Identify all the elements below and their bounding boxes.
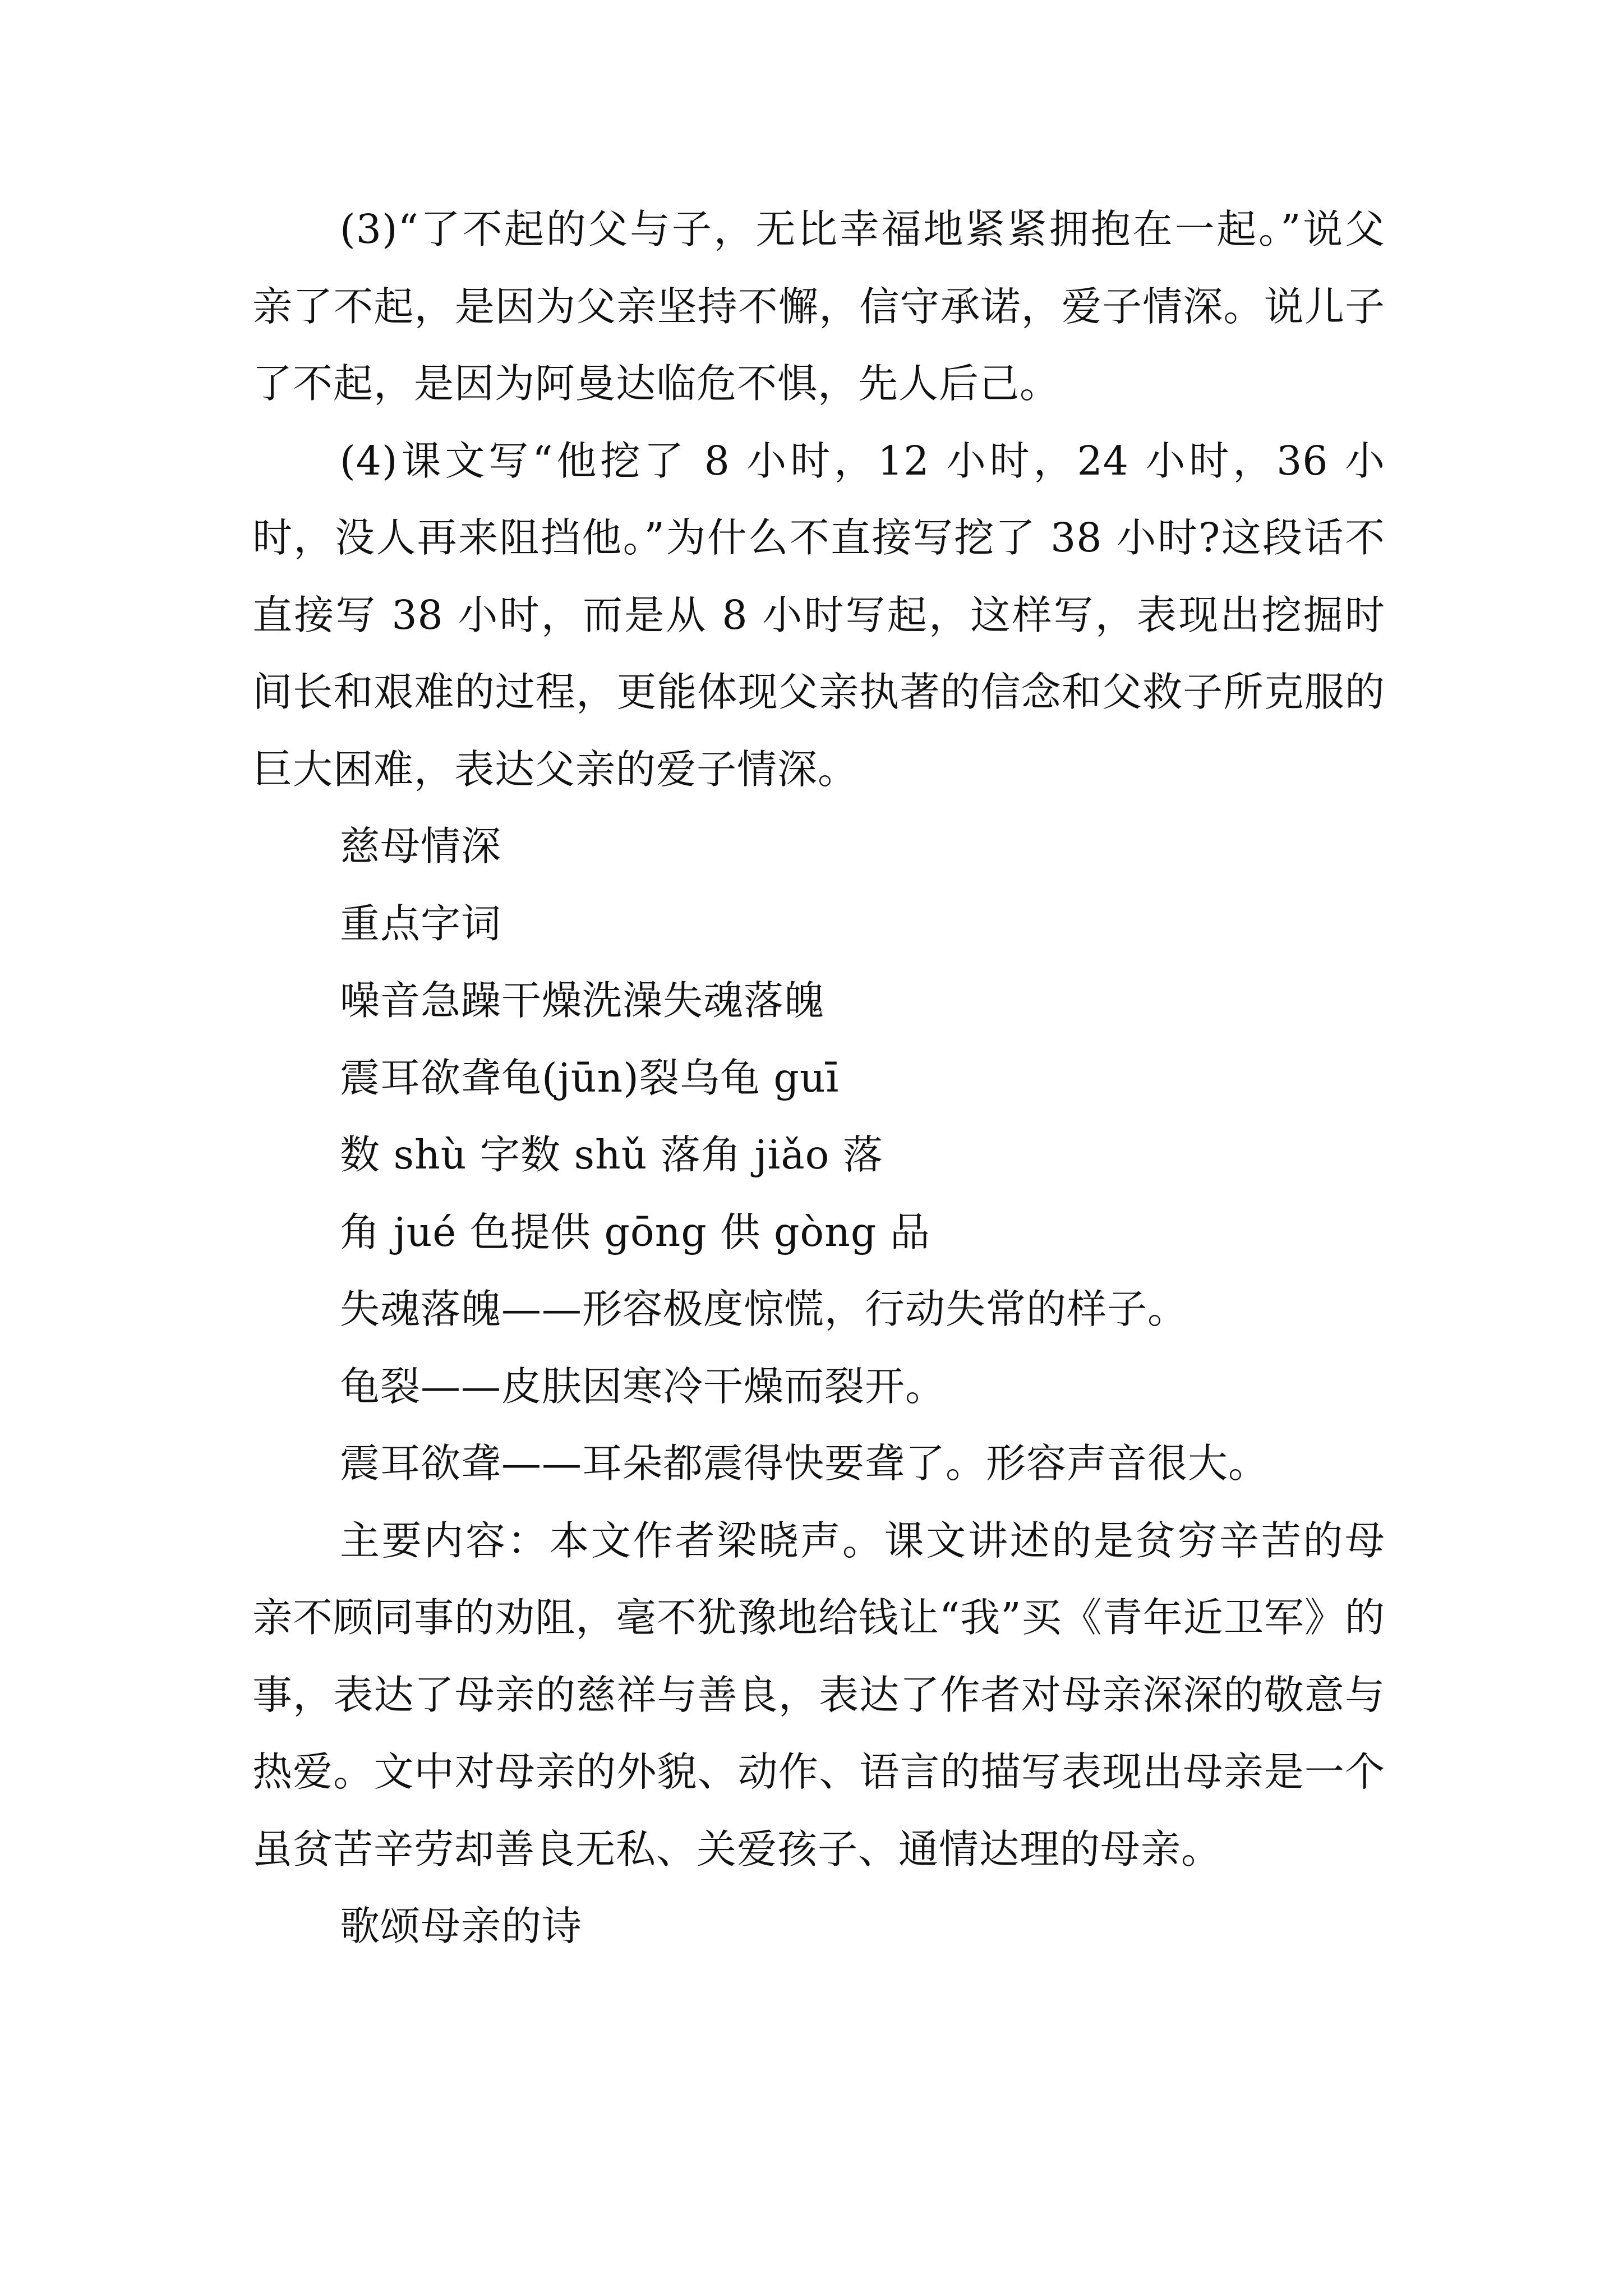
word-list: 噪音急躁干燥洗澡失魂落魄 <box>340 977 825 1024</box>
pronunciation-line: 震耳欲聋龟(jūn)裂乌龟 guī <box>340 1054 840 1101</box>
paragraph-digging-hours: (4)课文写“他挖了 8 小时，12 小时，24 小时，36 小时，没人再来阻挡他。”为什么不直接写挖了 38 小时?这段话不直接写 38 小时，而是从 8 小时写起，这样写，表现出挖掘时间长和艰难的过程，更能体现父亲执著的信念和父救子所克服的巨大困难，表达父亲的爱子情深。 <box>252 437 1385 793</box>
document-body <box>252 191 1385 1965</box>
paragraph-main-content: 主要内容：本文作者梁晓声。课文讲述的是贫穷辛苦的母亲不顾同事的劝阻，毫不犹豫地给钱让“我”买《青年近卫军》的事，表达了母亲的慈祥与善良，表达了作者对母亲深深的敬意与热爱。文中对母亲的外貌、动作、语言的描写表现出母亲是一个虽贫苦辛劳却善良无私、关爱孩子、通情达理的母亲。 <box>252 1517 1385 1872</box>
section-heading: 慈母情深 <box>340 823 502 869</box>
pronunciation-line: 数 shù 字数 shǔ 落角 jiǎo 落 <box>340 1131 883 1178</box>
word-definition: 震耳欲聋——耳朵都震得快要聋了。形容声音很大。 <box>340 1440 1269 1487</box>
word-definition: 龟裂——皮肤因寒冷干燥而裂开。 <box>340 1363 946 1410</box>
section-heading: 歌颂母亲的诗 <box>340 1903 583 1949</box>
pronunciation-line: 角 jué 色提供 gōng 供 gòng 品 <box>340 1208 930 1255</box>
subheading-key-words: 重点字词 <box>340 900 502 947</box>
word-definition: 失魂落魄——形容极度惊慌，行动失常的样子。 <box>340 1286 1188 1332</box>
paragraph-father-son: (3)“了不起的父与子，无比幸福地紧紧拥抱在一起。”说父亲了不起，是因为父亲坚持不懈，信守承诺，爱子情深。说儿子了不起，是因为阿曼达临危不惧，先人后己。 <box>252 206 1385 407</box>
